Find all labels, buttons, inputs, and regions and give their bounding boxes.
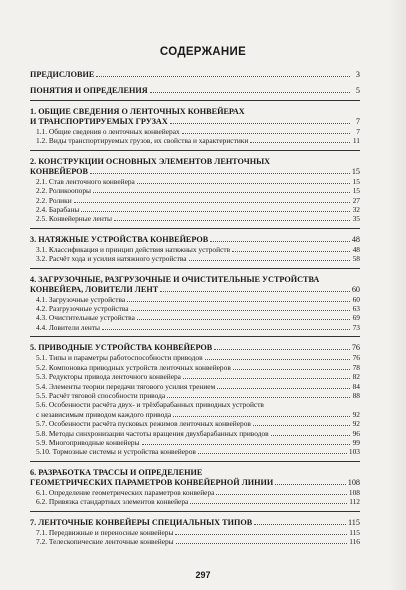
toc-page-ref: 115 xyxy=(348,517,360,527)
toc-page-ref: 92 xyxy=(352,419,360,429)
toc-page-ref: 48 xyxy=(352,244,360,254)
toc-section-title-text: ГЕОМЕТРИЧЕСКИХ ПАРАМЕТРОВ КОНВЕЙЕРНОЙ ЛИНИИ xyxy=(30,477,274,487)
toc-subsection-text: 5.5. Расчёт тяговой способности привода xyxy=(36,390,166,400)
toc-page-ref: 27 xyxy=(352,195,360,205)
toc-subsection xyxy=(30,323,360,332)
toc-subsection xyxy=(30,372,360,381)
toc-subsection xyxy=(30,382,360,391)
toc-section-title xyxy=(30,518,360,528)
toc-page-ref: 69 xyxy=(352,313,360,323)
toc-section-title xyxy=(30,167,360,177)
toc-subsection xyxy=(30,429,360,438)
toc-leader-dots xyxy=(127,296,350,302)
section-divider xyxy=(30,228,360,229)
toc-subsection xyxy=(30,304,360,313)
toc-section-title xyxy=(30,285,360,295)
toc-section-title-text: КОНВЕЙЕРОВ xyxy=(30,166,89,176)
toc-section-title xyxy=(30,235,360,245)
toc-page-ref: 11 xyxy=(352,136,360,146)
toc-subsection-text: 1.1. Общие сведения о ленточных конвейерах xyxy=(36,127,180,136)
toc-leader-dots xyxy=(167,392,350,398)
toc-section-title-text: ПОНЯТИЯ И ОПРЕДЕЛЕНИЯ xyxy=(30,86,148,95)
toc-page-ref: 78 xyxy=(352,362,360,372)
toc-subsection xyxy=(30,177,360,186)
toc-page-ref: 15 xyxy=(351,166,360,176)
toc-page-ref: 5 xyxy=(355,86,360,95)
toc-section-title-text: 7. ЛЕНТОЧНЫЕ КОНВЕЙЕРЫ СПЕЦИАЛЬНЫХ ТИПОВ xyxy=(30,517,253,527)
toc-section xyxy=(30,343,360,461)
section-divider xyxy=(30,150,360,151)
toc-subsection xyxy=(30,410,360,419)
toc-leader-dots xyxy=(233,364,350,370)
toc-leader-dots xyxy=(210,235,350,242)
toc-leader-dots xyxy=(198,448,347,454)
toc-page-ref: 60 xyxy=(351,284,360,294)
toc-subsection xyxy=(30,419,360,428)
toc-subsection xyxy=(30,313,360,322)
toc-section-title xyxy=(30,343,360,353)
section-divider xyxy=(30,461,360,462)
section-divider xyxy=(30,100,360,101)
toc-page-ref: 35 xyxy=(352,214,360,224)
toc-subsection xyxy=(30,488,360,497)
toc-page-ref: 58 xyxy=(352,254,360,264)
toc-leader-dots xyxy=(176,538,348,544)
toc-leader-dots xyxy=(182,128,350,134)
toc-leader-dots xyxy=(150,86,350,93)
toc-subsection xyxy=(30,353,360,362)
toc-page-ref: 15 xyxy=(352,186,360,196)
toc-subsection xyxy=(30,205,360,214)
toc-subsection xyxy=(30,127,360,136)
toc-subsection xyxy=(30,295,360,304)
toc-subsection xyxy=(30,391,360,400)
toc-leader-dots xyxy=(175,529,347,535)
toc-page-ref: 60 xyxy=(352,294,360,304)
toc-subsection-text: 2.1. Став ленточного конвейера xyxy=(36,176,135,186)
toc-subsection-text: 4.1. Загрузочные устройства xyxy=(36,294,126,304)
toc-leader-dots xyxy=(90,167,350,174)
toc-leader-dots xyxy=(93,187,350,193)
toc-subsection xyxy=(30,254,360,263)
toc-leader-dots xyxy=(137,314,350,320)
toc-subsection xyxy=(30,186,360,195)
toc-leader-dots xyxy=(271,430,350,436)
toc-leader-dots xyxy=(190,498,347,504)
toc-page-ref: 88 xyxy=(352,390,360,400)
toc-leader-dots xyxy=(216,489,346,495)
toc-leader-dots xyxy=(183,373,350,379)
page-number: 297 xyxy=(195,570,211,580)
toc-leader-dots xyxy=(102,324,350,330)
toc-subsection-text: 5.6. Особенности расчёта двух- и трёхбарабанных приводных устройств xyxy=(36,400,264,410)
toc-leader-dots xyxy=(217,383,350,389)
toc-leader-dots xyxy=(160,285,350,292)
toc-subsection-text: 3.2. Расчёт хода и усилия натяжного устройства xyxy=(36,254,187,264)
toc-page-ref: 73 xyxy=(352,322,360,332)
toc-page-ref: 108 xyxy=(347,477,360,487)
toc-leader-dots xyxy=(173,411,350,417)
toc-leader-dots xyxy=(253,420,350,426)
toc-leader-dots xyxy=(214,343,350,350)
toc-leader-dots xyxy=(189,255,351,261)
toc-leader-dots xyxy=(170,117,350,124)
toc-page-ref: 3 xyxy=(355,70,360,79)
toc-subsection xyxy=(30,537,360,546)
toc-section-title xyxy=(30,107,360,117)
toc-section-title-text: И ТРАНСПОРТИРУЕМЫХ ГРУЗАХ xyxy=(30,117,168,126)
toc-leader-dots xyxy=(137,178,350,184)
toc-subsection-text: 1.2. Виды транспортируемых грузов, их свойства и характеристики xyxy=(36,136,249,146)
toc-leader-dots xyxy=(250,137,350,143)
toc-page-ref: 92 xyxy=(352,409,360,419)
toc-subsection xyxy=(30,447,360,456)
toc-subsection-text: 7.1. Передвижные и переносные конвейеры xyxy=(36,527,174,537)
toc-leader-dots xyxy=(81,206,350,212)
section-divider xyxy=(30,511,360,512)
toc-page-ref: 82 xyxy=(352,372,360,382)
toc-section-title-text: 1. ОБЩИЕ СВЕДЕНИЯ О ЛЕНТОЧНЫХ КОНВЕЙЕРАХ xyxy=(30,107,245,116)
toc-page-ref: 76 xyxy=(352,353,360,363)
toc-subsection xyxy=(30,245,360,254)
toc-subsection-text: 4.2. Разгрузочные устройства xyxy=(36,304,129,314)
toc-section-title xyxy=(30,157,360,167)
toc-section-title-text: 5. ПРИВОДНЫЕ УСТРОЙСТВА КОНВЕЙЕРОВ xyxy=(30,343,213,353)
section-divider xyxy=(30,336,360,337)
toc-page-ref: 84 xyxy=(352,381,360,391)
toc-page-ref: 108 xyxy=(348,487,360,497)
toc-subsection-text: 4.3. Очистительные устройства xyxy=(36,313,135,323)
toc-subsection-text: 2.2. Ролики xyxy=(36,195,72,205)
toc-section-title-text: 6. РАЗРАБОТКА ТРАССЫ И ОПРЕДЕЛЕНИЕ xyxy=(30,467,203,477)
toc-section-title-text: ПРЕДИСЛОВИЕ xyxy=(30,70,95,79)
toc-section-title xyxy=(30,86,360,96)
toc-page-ref: 96 xyxy=(352,428,360,438)
toc-subsection-text: 5.2. Компоновка приводных устройств ленточных конвейеров xyxy=(36,362,231,372)
toc-leader-dots xyxy=(131,305,350,311)
toc-section-title xyxy=(30,468,360,478)
toc-subsection-text: 5.10. Тормозные системы и устройства конвейеров xyxy=(36,447,196,457)
toc-subsection-text: с независимым приводом каждого привода xyxy=(36,409,172,419)
section-divider xyxy=(30,268,360,269)
toc-subsection xyxy=(30,497,360,506)
toc-section-title-text: КОНВЕЙЕРА, ЛОВИТЕЛИ ЛЕНТ xyxy=(30,284,159,294)
toc-section-title-text: 2. КОНСТРУКЦИИ ОСНОВНЫХ ЭЛЕМЕНТОВ ЛЕНТОЧНЫХ xyxy=(30,156,271,166)
toc-subsection xyxy=(30,400,360,409)
toc-section-title xyxy=(30,70,360,80)
toc-subsection-text: 5.8. Методы синхронизации частоты вращения двухбарабанных приводов xyxy=(36,428,269,438)
toc-subsection xyxy=(30,214,360,223)
toc-section xyxy=(30,518,360,547)
toc-section xyxy=(30,275,360,338)
toc-page-ref: 115 xyxy=(349,527,360,537)
toc-page-ref: 48 xyxy=(351,234,360,244)
toc-page-ref: 32 xyxy=(352,205,360,215)
toc-subsection-text: 6.2. Привязка стандартных элементов конвейера xyxy=(36,497,189,507)
toc-page-ref: 7 xyxy=(355,117,360,126)
toc-section-title xyxy=(30,117,360,127)
toc-subsection-text: 5.9. Многоприводные конвейеры xyxy=(36,437,140,447)
toc-page-ref: 99 xyxy=(352,437,360,447)
toc-subsection xyxy=(30,196,360,205)
toc-page-ref: 116 xyxy=(349,536,360,546)
toc-leader-dots xyxy=(205,354,350,360)
toc-page-ref: 76 xyxy=(351,343,360,353)
toc-subsection-text: 4.4. Ловители ленты xyxy=(36,322,101,332)
page-title: СОДЕРЖАНИЕ xyxy=(159,46,247,58)
toc-section-title xyxy=(30,478,360,488)
toc-leader-dots xyxy=(74,197,350,203)
toc-section-title-text: 4. ЗАГРУЗОЧНЫЕ, РАЗГРУЗОЧНЫЕ И ОЧИСТИТЕЛЬНЫЕ УСТРОЙСТВА xyxy=(30,274,320,284)
toc-leader-dots xyxy=(142,439,350,445)
toc-page-ref: 103 xyxy=(348,447,360,457)
toc-subsection-text: 5.1. Типы и параметры работоспособности приводов xyxy=(36,353,203,363)
page-edge-shadow xyxy=(388,0,406,590)
table-of-contents xyxy=(30,70,360,552)
toc-subsection-text: 7.2. Телескопические ленточные конвейеры xyxy=(36,536,174,546)
toc-leader-dots xyxy=(275,478,345,485)
toc-leader-dots xyxy=(232,246,350,252)
toc-leader-dots xyxy=(114,215,350,221)
toc-section-title xyxy=(30,275,360,285)
toc-subsection-text: 2.5. Конвейерные ленты xyxy=(36,214,112,224)
toc-subsection-text: 6.1. Определение геометрических параметров конвейера xyxy=(36,487,215,497)
toc-section xyxy=(30,235,360,269)
toc-section xyxy=(30,468,360,512)
toc-subsection xyxy=(30,528,360,537)
toc-leader-dots xyxy=(254,518,346,525)
toc-subsection-text: 5.3. Редукторы привода ленточного конвейера xyxy=(36,372,181,382)
toc-subsection xyxy=(30,438,360,447)
toc-section xyxy=(30,107,360,151)
toc-page-ref: 112 xyxy=(349,497,360,507)
toc-subsection-text: 5.7. Особенности расчёта пусковых режимов ленточных конвейеров xyxy=(36,419,251,429)
toc-subsection-text: 2.4. Барабаны xyxy=(36,205,80,215)
toc-section xyxy=(30,157,360,229)
toc-section xyxy=(30,70,360,80)
toc-page-ref: 7 xyxy=(356,127,360,136)
toc-page-ref: 63 xyxy=(352,304,360,314)
toc-subsection xyxy=(30,363,360,372)
toc-page-ref: 15 xyxy=(352,176,360,186)
toc-section-title-text: 3. НАТЯЖНЫЕ УСТРОЙСТВА КОНВЕЙЕРОВ xyxy=(30,234,209,244)
toc-leader-dots xyxy=(96,70,350,77)
toc-subsection xyxy=(30,136,360,145)
toc-section xyxy=(30,86,360,101)
toc-subsection-text: 2.2. Роликоопоры xyxy=(36,186,92,196)
toc-subsection-text: 5.4. Элементы теории передачи тягового усилия трением xyxy=(36,381,216,391)
toc-subsection-text: 3.1. Классификация и принцип действия натяжных устройств xyxy=(36,244,231,254)
